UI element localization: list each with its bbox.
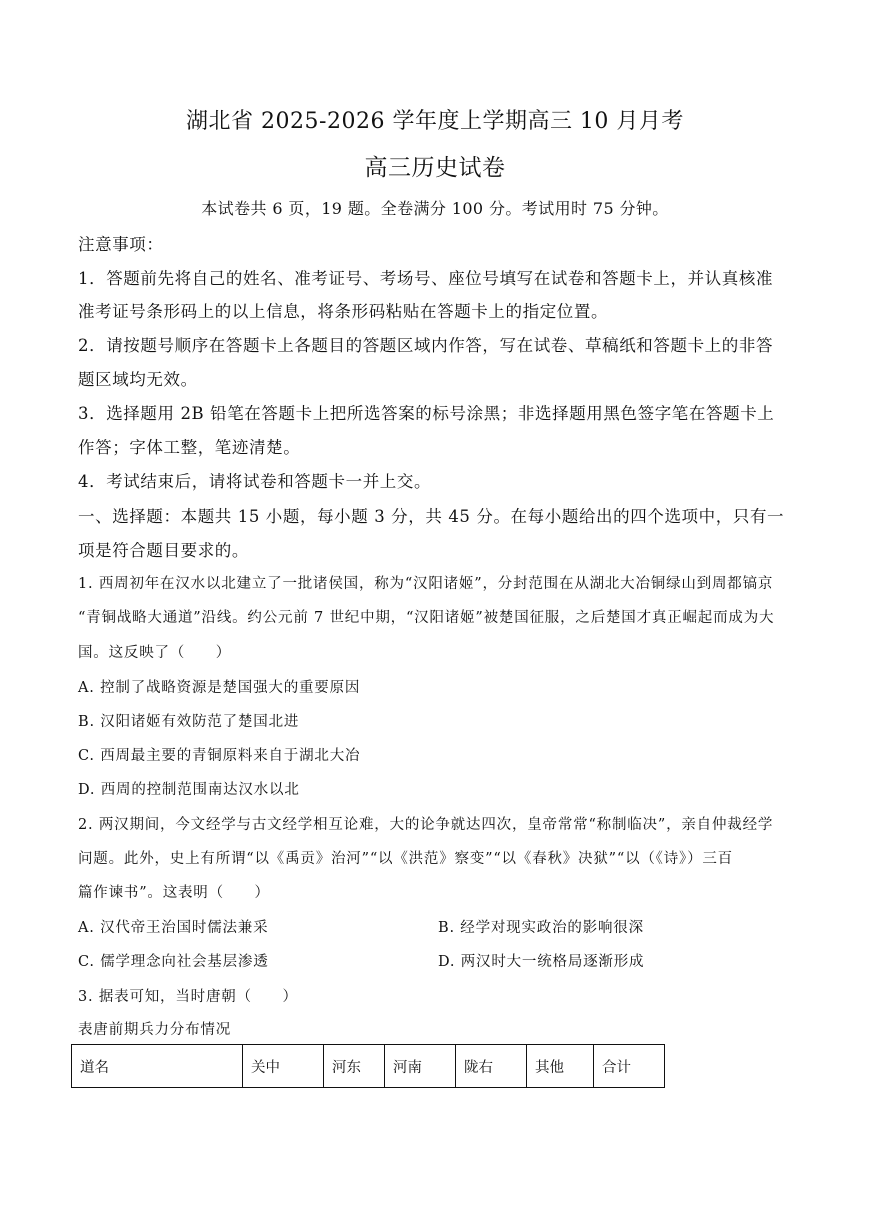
- question-1-option-b: B. 汉阳诸姬有效防范了楚国北进: [78, 714, 300, 730]
- question-3-stem: 3. 据表可知，当时唐朝（ ）: [78, 989, 298, 1005]
- table-header-cell: 河东: [324, 1045, 385, 1088]
- exam-info: 本试卷共 6 页，19 题。全卷满分 100 分。考试用时 75 分钟。: [201, 199, 669, 218]
- table-caption: 表唐前期兵力分布情况: [78, 1022, 231, 1038]
- notice-line: 3．选择题用 2B 铅笔在答题卡上把所选答案的标号涂黑；非选择题用黑色签字笔在答题卡上: [78, 404, 775, 423]
- question-2-option-d: D. 两汉时大一统格局逐渐形成: [438, 954, 645, 970]
- exam-title: 湖北省 2025-2026 学年度上学期高三 10 月月考: [186, 109, 684, 134]
- question-2-stem: 篇作谏书”。这表明（ ）: [78, 885, 270, 901]
- notice-heading: 注意事项：: [78, 235, 164, 254]
- notice-line: 作答；字体工整，笔迹清楚。: [78, 438, 301, 457]
- troop-distribution-table: [71, 1044, 665, 1088]
- table-header-cell: 河南: [385, 1045, 456, 1088]
- table-header-cell: 道名: [72, 1045, 243, 1088]
- question-2-stem: 问题。此外，史上有所谓“以《禹贡》治河”“以《洪范》察变”“以《春秋》决狱”“以（《诗》）三百: [78, 851, 733, 867]
- question-2-option-c: C. 儒学理念向社会基层渗透: [78, 954, 269, 970]
- section-heading: 一、选择题：本题共 15 小题，每小题 3 分，共 45 分。在每小题给出的四个选项中，只有一: [78, 507, 785, 526]
- question-1-option-c: C. 西周最主要的青铜原料来自于湖北大冶: [78, 748, 361, 764]
- table-header-cell: 合计: [594, 1045, 665, 1088]
- table-header-row: [72, 1045, 665, 1088]
- notice-line: 4．考试结束后，请将试卷和答题卡一并上交。: [78, 472, 432, 491]
- question-2-stem: 2. 两汉期间，今文经学与古文经学相互论难，大的论争就达四次，皇帝常常“称制临决”，亲自仲裁经学: [78, 817, 774, 833]
- question-1-option-a: A. 控制了战略资源是楚国强大的重要原因: [78, 680, 361, 696]
- question-2-option-a: A. 汉代帝王治国时儒法兼采: [78, 920, 269, 936]
- question-1-stem: “青铜战略大通道”沿线。约公元前 7 世纪中期，“汉阳诸姬”被楚国征服，之后楚国才真正崛起而成为大: [78, 610, 775, 626]
- question-1-option-d: D. 西周的控制范围南达汉水以北: [78, 782, 300, 798]
- exam-subtitle: 高三历史试卷: [364, 155, 506, 181]
- notice-line: 1．答题前先将自己的姓名、准考证号、考场号、座位号填写在试卷和答题卡上，并认真核准: [78, 269, 774, 288]
- section-heading: 项是符合题目要求的。: [78, 541, 249, 560]
- table-header-cell: 陇右: [456, 1045, 527, 1088]
- question-1-stem: 1. 西周初年在汉水以北建立了一批诸侯国，称为“汉阳诸姬”，分封范围在从湖北大冶铜绿山到周都镐京: [78, 576, 774, 592]
- notice-line: 准考证号条形码上的以上信息，将条形码粘贴在答题卡上的指定位置。: [78, 302, 609, 321]
- question-1-stem: 国。这反映了（ ）: [78, 645, 231, 661]
- question-2-option-b: B. 经学对现实政治的影响很深: [438, 920, 644, 936]
- table-header-cell: 其他: [527, 1045, 594, 1088]
- notice-line: 题区域均无效。: [78, 370, 198, 389]
- notice-line: 2．请按题号顺序在答题卡上各题目的答题区域内作答，写在试卷、草稿纸和答题卡上的非答: [78, 336, 774, 355]
- table-header-cell: 关中: [243, 1045, 324, 1088]
